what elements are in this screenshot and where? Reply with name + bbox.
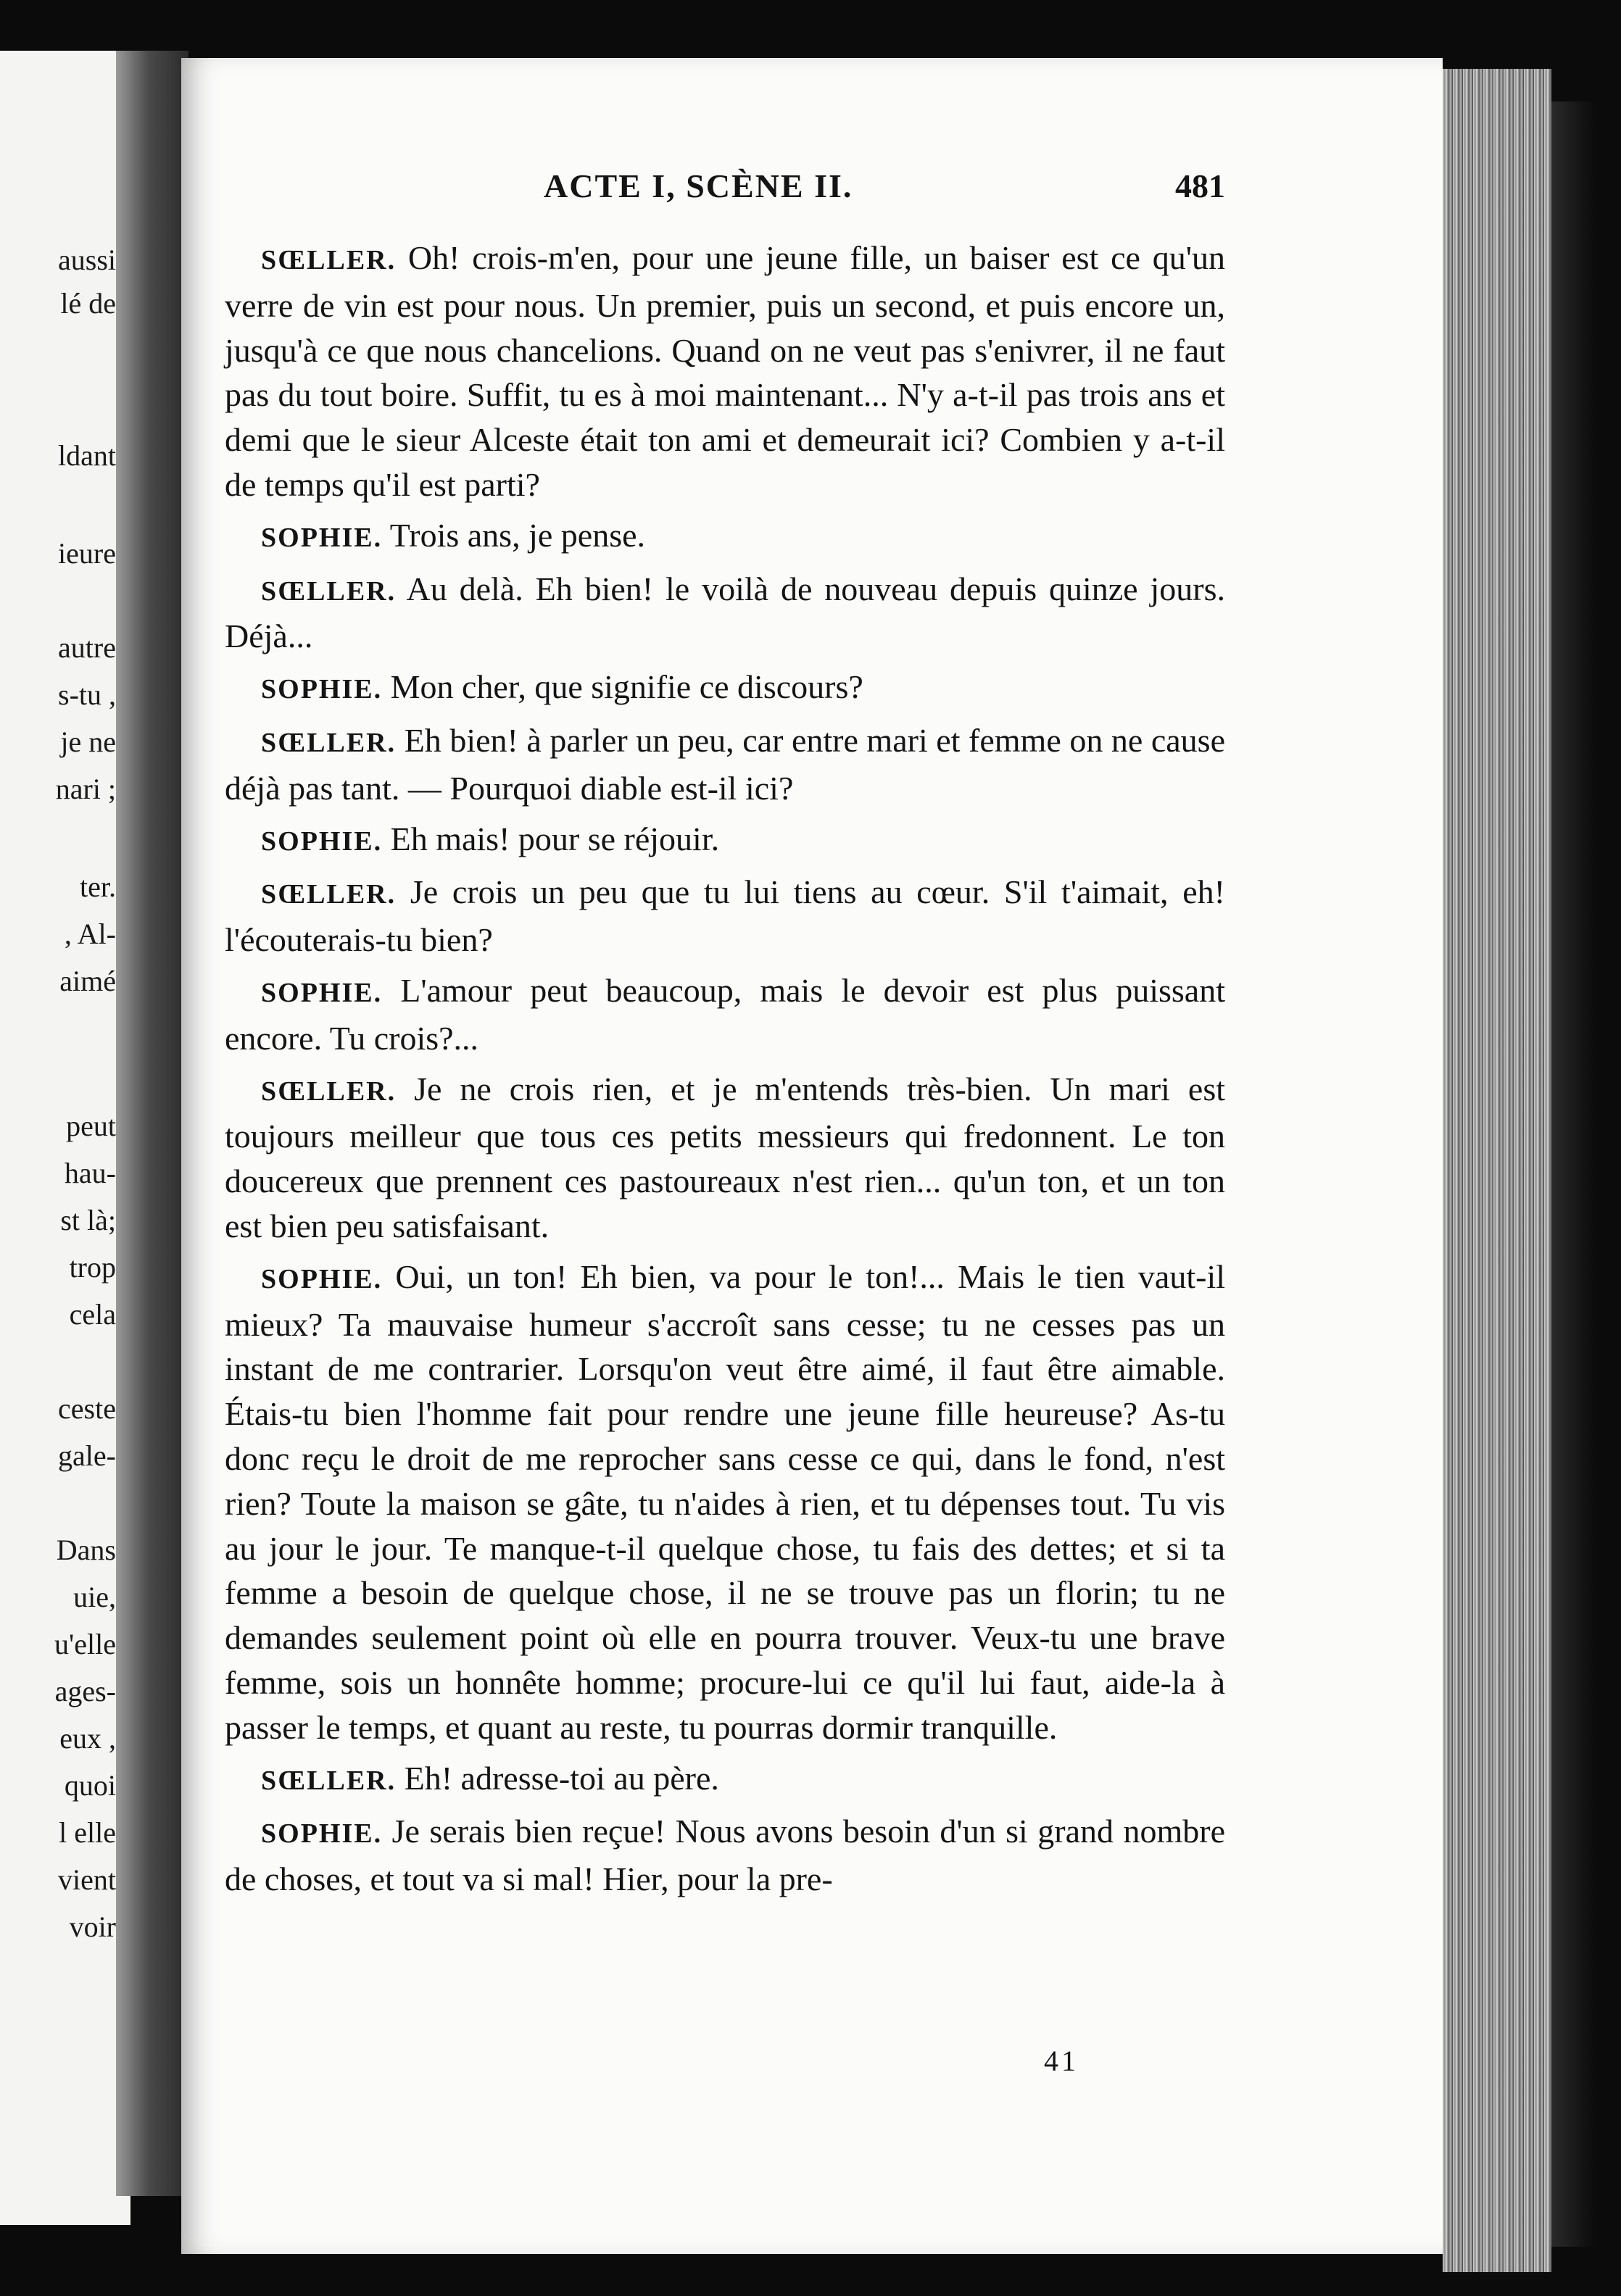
fragment-line: u'elle (54, 1628, 116, 1660)
previous-page (0, 51, 130, 2225)
dialogue-text: L'amour peut beaucoup, mais le devoir est plus puissant encore. Tu crois?... (225, 971, 1225, 1057)
fragment-line: cela (69, 1298, 116, 1331)
dialogue-paragraph (225, 1067, 1225, 1249)
speaker-name: SŒLLER. (261, 727, 397, 758)
fragment-line: aimé (59, 965, 116, 997)
speaker-name: SŒLLER. (261, 1076, 397, 1107)
fragment-line: quoi (64, 1769, 116, 1802)
fragment-line: hau- (64, 1157, 116, 1189)
speaker-name: SOPHIE. (261, 1818, 383, 1850)
binding-shadow (1551, 101, 1595, 2247)
speaker-name: SOPHIE. (261, 522, 383, 553)
dialogue-paragraph (225, 870, 1225, 962)
fragment-line: eux , (59, 1722, 116, 1755)
dialogue-text: Oh! crois-m'en, pour une jeune fille, un baiser est ce qu'un verre de vin est pour nous. Un premier, puis un second, et puis encore un, jusqu'à ce que nous chancelions. Quand on ne veut pas s'enivrer, il ne faut pas du tout boire. Suffit, tu es à moi maintenant... N'y a-t-il pas trois ans et demi que le sieur Alceste était ton ami et demeurait ici? Combien y a-t-il de temps qu'il est parti? (225, 239, 1226, 503)
dialogue-text: Oui, un ton! Eh bien, va pour le ton!... Mais le tien vaut-il mieux? Ta mauvaise humeur s'accroît sans cesse; tu ne cesses pas un instant de me contrarier. Lorsqu'on veut être aimé, il faut être aimable. Étais-tu bien l'homme fait pour rendre une jeune fille heureuse? As-tu donc reçu le droit de me reprocher sans cesse ce qui, dans le fond, n'est rien? Toute la maison se gâte, tu n'aides à rien, et tu dépenses tout. Tu vis au jour le jour. Te manque-t-il quelque chose, tu fais des dettes; et si ta femme a besoin de quelque chose, il ne se trouve pas un florin; tu ne demandes seulement point où elle en pourra trouver. Veux-tu une brave femme, sois un honnête homme; procure-lui ce qu'il lui faut, aide-la à passer le temps, et quant au reste, tu pourras dormir tranquille. (225, 1257, 1226, 1746)
dialogue-paragraph (225, 513, 1225, 561)
page-body (225, 236, 1225, 1908)
running-title: ACTE I, SCÈNE II. (544, 167, 853, 204)
fragment-line: lé de (60, 287, 116, 320)
speaker-name: SOPHIE. (261, 1263, 383, 1294)
fragment-line: aussi (58, 244, 116, 276)
fragment-line: nari ; (55, 773, 116, 805)
dialogue-paragraph (225, 1809, 1225, 1902)
dialogue-text: Eh mais! pour se réjouir. (390, 820, 720, 857)
dialogue-paragraph (225, 665, 1225, 712)
fragment-line: autre (58, 631, 116, 664)
fragment-line: s-tu , (58, 678, 116, 711)
speaker-name: SŒLLER. (261, 575, 397, 607)
printer-signature: 41 (1044, 2045, 1079, 2077)
dialogue-paragraph (225, 236, 1225, 507)
dialogue-text: Mon cher, que signifie ce discours? (390, 668, 863, 706)
speaker-name: SOPHIE. (261, 977, 383, 1008)
dialogue-text: Au delà. Eh bien! le voilà de nouveau depuis quinze jours. Déjà... (225, 570, 1225, 655)
previous-page-text (0, 51, 130, 2225)
dialogue-text: Eh bien! à parler un peu, car entre mari et femme on ne cause déjà pas tant. — Pourquoi diable est-il ici? (225, 721, 1226, 807)
fragment-line: ldant (58, 439, 116, 472)
dialogue-text: Eh! adresse-toi au père. (404, 1759, 719, 1797)
dialogue-paragraph (225, 718, 1225, 811)
dialogue-paragraph (225, 567, 1225, 660)
dialogue-text: Je serais bien reçue! Nous avons besoin d'un si grand nombre de choses, et tout va si mal! Hier, pour la pre- (225, 1813, 1225, 1898)
fragment-line: Dans (56, 1534, 116, 1566)
fragment-line: je ne (60, 725, 116, 758)
fragment-line: peut (66, 1110, 116, 1142)
dialogue-text: Je crois un peu que tu lui tiens au cœur. S'il t'aimait, eh! l'écouterais-tu bien? (225, 873, 1225, 959)
dialogue-paragraph (225, 1756, 1225, 1804)
fragment-line: ages- (54, 1675, 116, 1708)
fragment-line: ieure (58, 537, 116, 570)
fragment-line: l elle (59, 1816, 116, 1849)
page-number: 481 (1175, 167, 1225, 204)
dialogue-text: Trois ans, je pense. (389, 516, 646, 554)
page-header (225, 167, 1225, 210)
fragment-line: voir (69, 1910, 116, 1943)
fragment-line: vient (58, 1863, 116, 1896)
dialogue-text: Je ne crois rien, et je m'entends très-bien. Un mari est toujours meilleur que tous ces petits messieurs qui fredonnent. Le ton doucereux que prennent ces pastoureaux n'est rien... qu'un ton, et un ton est bien peu satisfaisant. (225, 1070, 1226, 1244)
speaker-name: SOPHIE. (261, 825, 383, 857)
fragment-line: uie, (73, 1581, 116, 1613)
fragment-line: , Al- (64, 918, 116, 950)
fragment-line: ter. (80, 870, 116, 903)
speaker-name: SOPHIE. (261, 674, 383, 705)
dialogue-paragraph (225, 1255, 1225, 1750)
speaker-name: SŒLLER. (261, 245, 397, 275)
dialogue-paragraph (225, 817, 1225, 865)
page-edges (1443, 69, 1551, 2272)
dialogue-paragraph (225, 968, 1225, 1061)
speaker-name: SŒLLER. (261, 879, 397, 910)
fragment-line: gale- (58, 1439, 116, 1472)
fragment-line: st là; (60, 1204, 116, 1236)
gutter-shadow (116, 51, 188, 2196)
speaker-name: SŒLLER. (261, 1765, 397, 1796)
fragment-line: trop (69, 1251, 116, 1284)
fragment-line: ceste (58, 1392, 116, 1425)
